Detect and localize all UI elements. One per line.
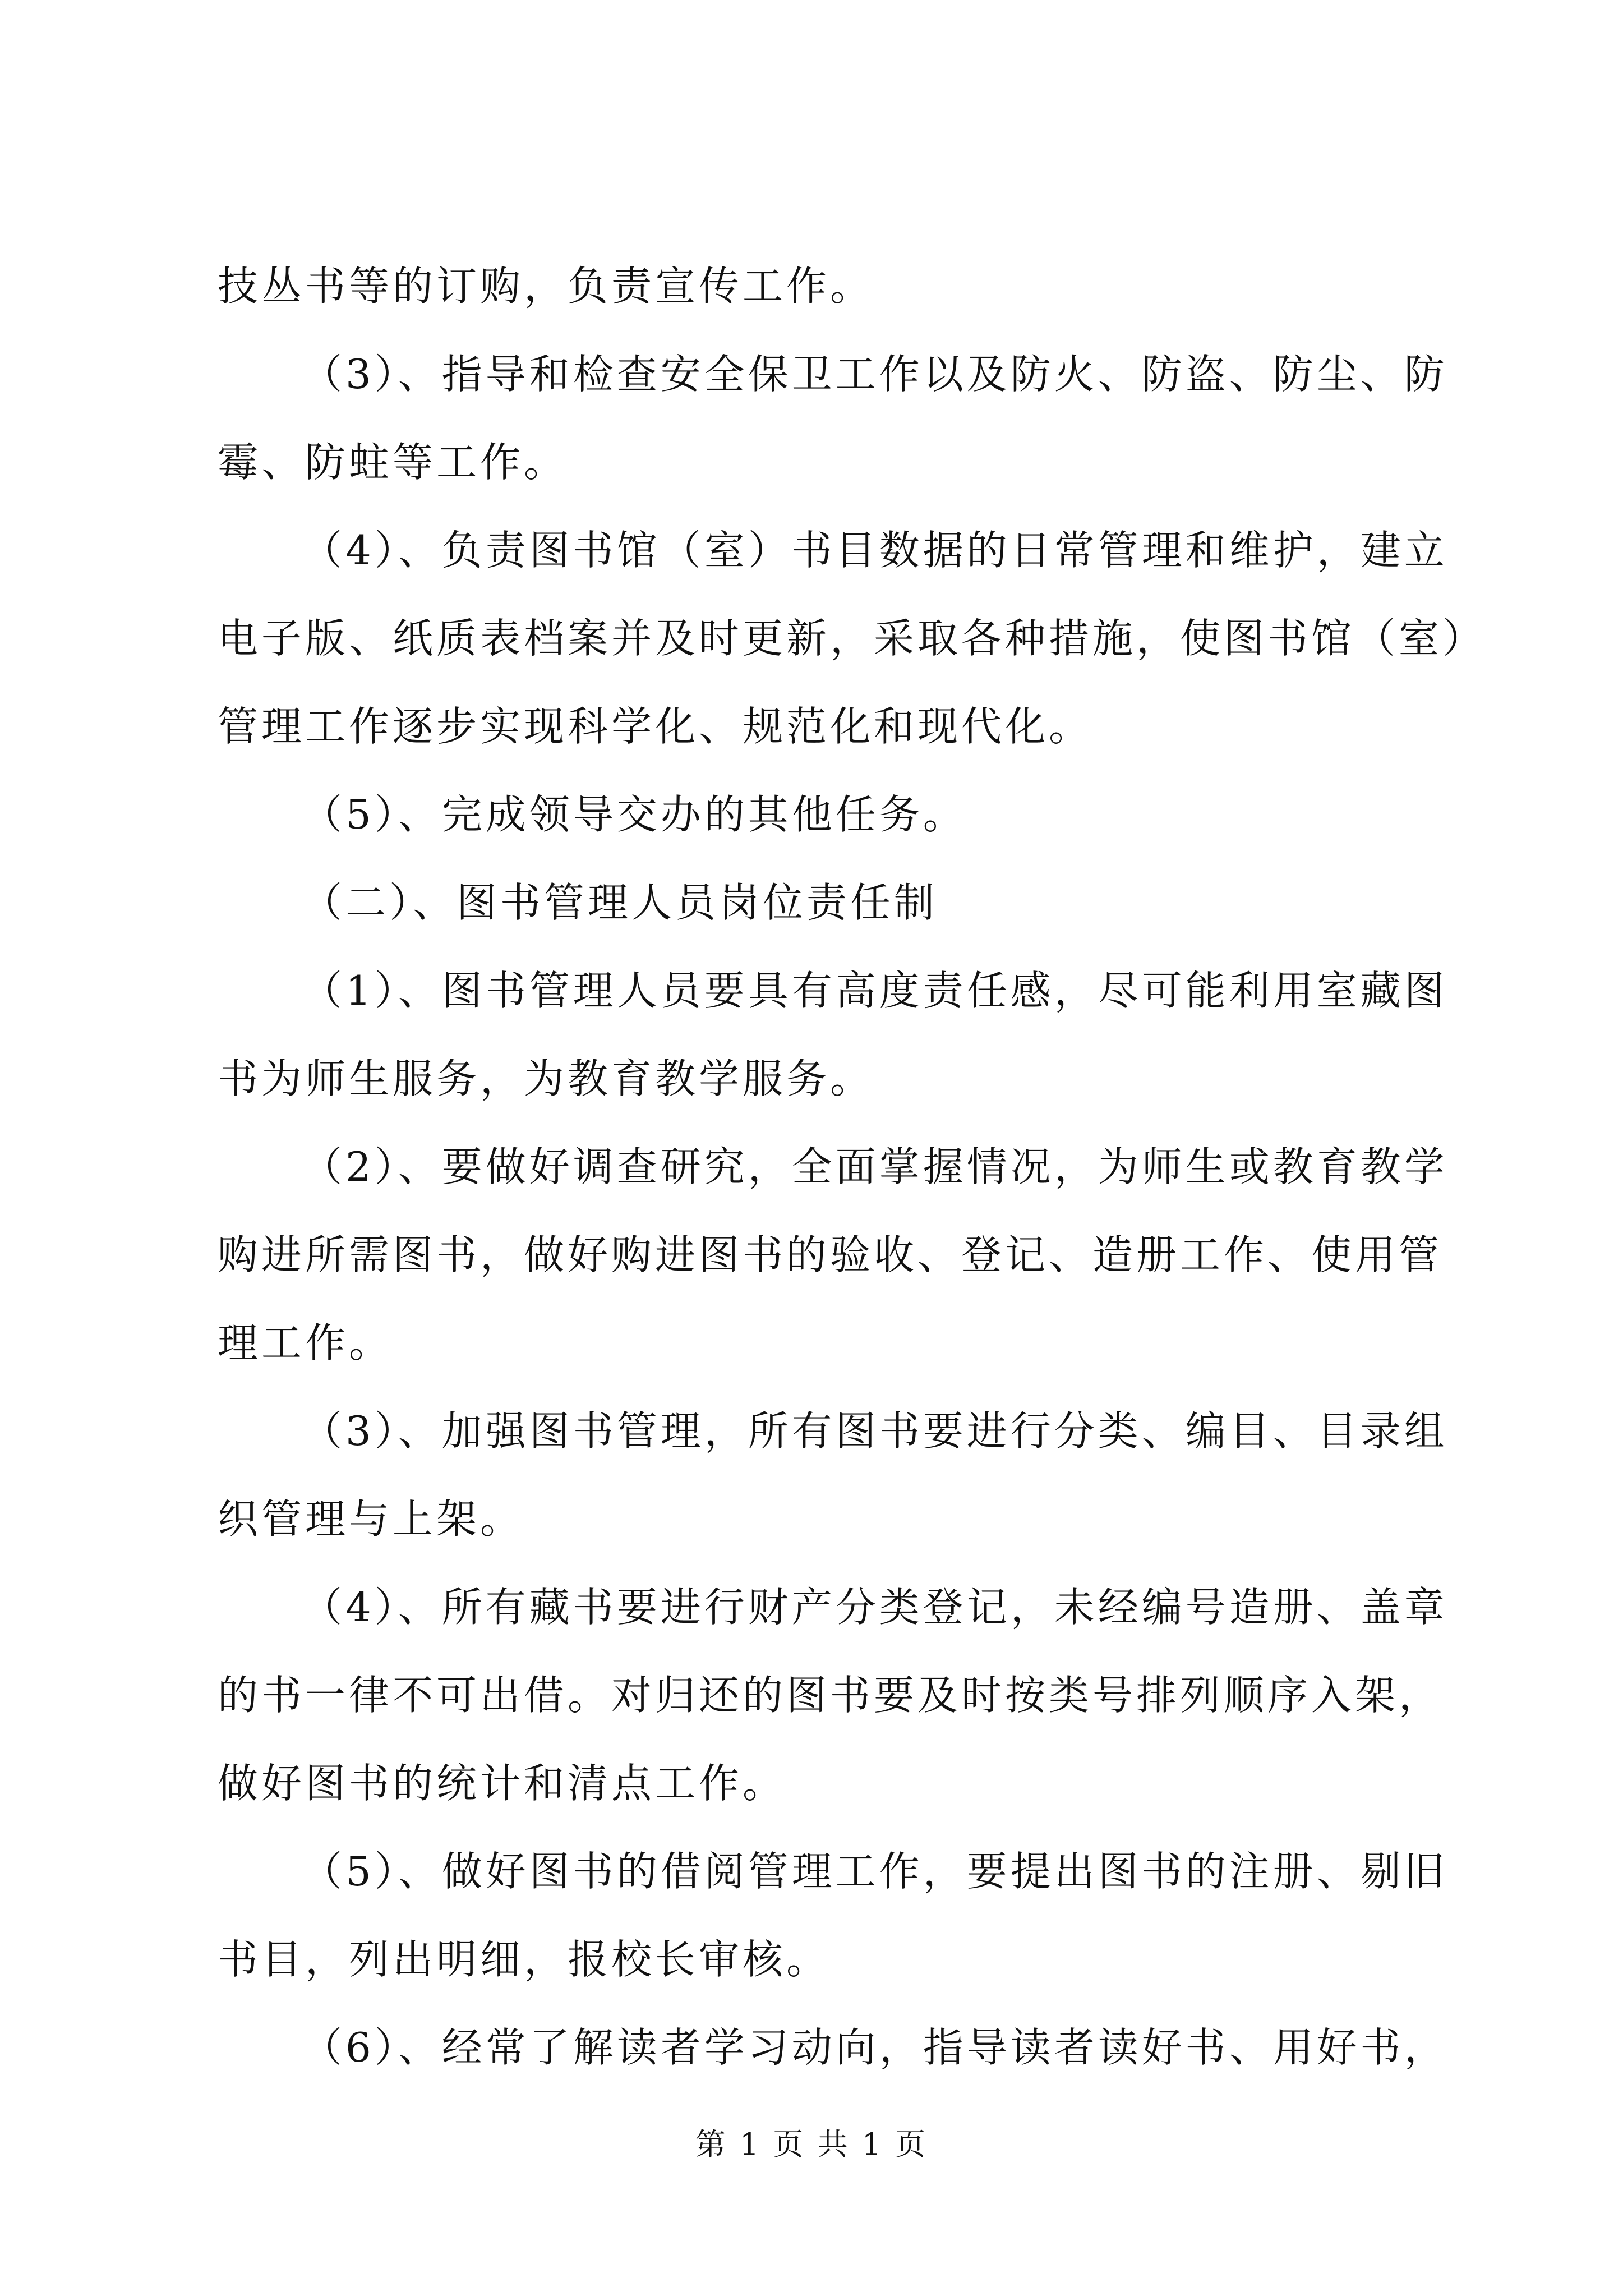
text-line: 织管理与上架。 <box>218 1496 524 1543</box>
page-footer: 第 1 页 共 1 页 <box>695 2127 928 2162</box>
section-heading: （二）、图书管理人员岗位责任制 <box>302 879 938 926</box>
text-line: （6）、经常了解读者学习动向，指导读者读好书、用好书， <box>302 2024 1448 2071</box>
text-line: 电子版、纸质表档案并及时更新，采取各种措施，使图书馆（室） <box>218 615 1487 662</box>
text-line: （1）、图书管理人员要具有高度责任感，尽可能利用室藏图 <box>302 967 1448 1014</box>
text-line: 做好图书的统计和清点工作。 <box>218 1760 787 1807</box>
text-line: 的书一律不可出借。对归还的图书要及时按类号排列顺序入架， <box>218 1672 1443 1719</box>
text-line: （2）、要做好调查研究，全面掌握情况，为师生或教育教学 <box>302 1143 1448 1190</box>
text-line: （3）、指导和检查安全保卫工作以及防火、防盗、防尘、防 <box>302 351 1448 398</box>
text-line: （5）、完成领导交办的其他任务。 <box>302 791 967 838</box>
text-line: 管理工作逐步实现科学化、规范化和现代化。 <box>218 703 1093 750</box>
text-line: 霉、防蛀等工作。 <box>218 439 568 486</box>
text-line: （4）、所有藏书要进行财产分类登记，未经编号造册、盖章 <box>302 1584 1448 1631</box>
text-line: 书目，列出明细，报校长审核。 <box>218 1936 831 1983</box>
text-line: 理工作。 <box>218 1319 393 1366</box>
text-line: （3）、加强图书管理，所有图书要进行分类、编目、目录组 <box>302 1407 1448 1455</box>
text-line: 技丛书等的订购，负责宣传工作。 <box>218 263 874 310</box>
text-line: 购进所需图书，做好购进图书的验收、登记、造册工作、使用管 <box>218 1231 1443 1278</box>
text-line: （4）、负责图书馆（室）书目数据的日常管理和维护，建立 <box>302 527 1448 574</box>
text-line: （5）、做好图书的借阅管理工作，要提出图书的注册、剔旧 <box>302 1848 1448 1895</box>
text-line: 书为师生服务，为教育教学服务。 <box>218 1055 874 1102</box>
